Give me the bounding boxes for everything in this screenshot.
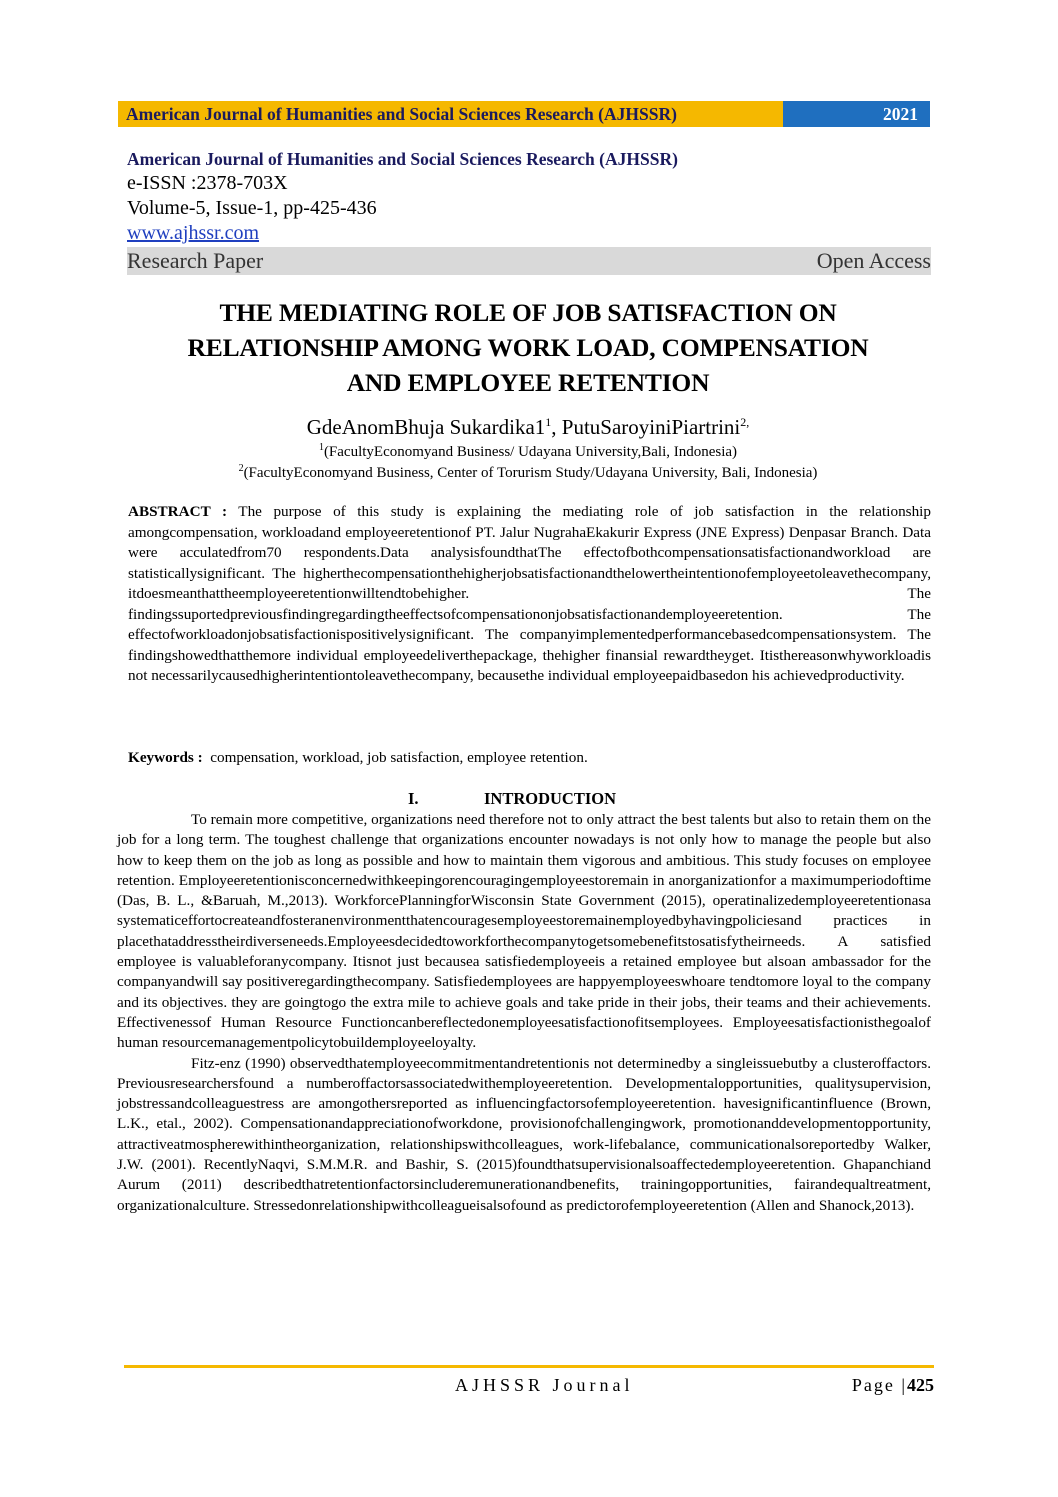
author-1-sup: 1 (545, 415, 552, 429)
author-1: GdeAnomBhuja Sukardika1 (306, 415, 546, 439)
affiliation-1-sup: 1 (318, 442, 324, 453)
footer-divider (124, 1365, 934, 1368)
author-2-sup: 2, (740, 415, 750, 429)
journal-meta (127, 147, 931, 275)
affiliation-2-sup: 2 (238, 463, 244, 474)
volume-info: Volume-5, Issue-1, pp-425-436 (127, 197, 377, 219)
header-year: 2021 (783, 101, 930, 127)
abstract (128, 502, 931, 687)
page-number: 425 (907, 1375, 934, 1395)
title-line-1: THE MEDIATING ROLE OF JOB SATISFACTION ON (219, 298, 837, 327)
title-line-3: AND EMPLOYEE RETENTION (346, 368, 710, 397)
author-separator: , (551, 415, 562, 439)
abstract-label: ABSTRACT : (128, 503, 228, 520)
paper-type: Research Paper (127, 248, 264, 273)
running-header (118, 101, 930, 127)
footer-page (852, 1374, 934, 1396)
abstract-text: The purpose of this study is explaining the mediating role of job satisfaction in the relationship amongcompensation, workloadand employeeretentionof PT. Jalur NugrahaEkakurir Express (JNE Express) Denpasar Branch. Data were acculatedfrom70 respondents.Data analysisfoundthatThe effectofbothcompensationsatisfactionandworkload are statisticallysignificant. The higherthecompensationthehigherjobsatisfactionandthelowertheintentionofemployeetoleavethecompany, itdoesmeanthattheemployeeretentionwilltendtobehigher. The findingssuportedpreviousfindingregardingtheeffectsofcompensationonjobsatisfactionandemployeeretention. The effectofworkloadonjobsatisfactionispositivelysignificant. The companyimplementedperformancebasedcompensationsystem. The findingshowedthatthemore individual employeedeliverthepackage, thehigher finansial rewardtheyget. Itisthereasonwhyworkloadis not necessarilycausedhigherintentiontoleavethecompany, becausethe individual employeepaidbasedon his achievedproductivity. (128, 503, 931, 684)
footer-page-label: Page | (851, 1375, 907, 1395)
keywords-text: compensation, workload, job satisfaction, employee retention. (210, 749, 588, 766)
title-line-2: RELATIONSHIP AMONG WORK LOAD, COMPENSATION (187, 333, 869, 362)
introduction-body (117, 810, 931, 1216)
author-list (118, 409, 938, 440)
issn: e-ISSN :2378-703X (127, 172, 288, 194)
footer-journal: AJHSSR Journal (455, 1375, 634, 1395)
header-journal-name: American Journal of Humanities and Social Sciences Research (AJHSSR) (118, 101, 783, 127)
section-title: INTRODUCTION (484, 789, 617, 808)
paper-type-bar (127, 247, 931, 275)
affiliation-1-text: (FacultyEconomyand Business/ Udayana University,Bali, Indonesia) (323, 444, 738, 460)
keywords-label: Keywords : (128, 749, 203, 766)
journal-url-link[interactable]: www.ajhssr.com (127, 222, 260, 244)
paper-title (118, 295, 938, 400)
paragraph-2: Fitz-enz (1990) observedthatemployeecommitmentandretentionis not determinedby a singleissuebutby a clusteroffactors. Previousresearchersfound a numberoffactorsassociatedwithemployeeretention. Developmentalopportunities, qualitysupervision, jobstressandcolleaguestress are amongothersreported as influencingfactorsofemployeeretention. havesignificantinfluence (Brown, L.K., etal., 2002). Compensationandappreciationofworkdone, provisionofchallengingwork, promotionanddevelopmentopportunity, attractiveatmospherewithintheorganization, relationshipswithcolleagues, work-lifebalance, communicationalsoreportedby Walker, J.W. (2001). RecentlyNaqvi, S.M.M.R. and Bashir, S. (2015)foundthatsupervisionalsoaffectedemployeeretention. Ghapanchiand Aurum (2011) describedthatretentionfactorsincluderemunerationandbenefits, trainingopportunities, fairandequaltreatment, organizationalculture. Stressedonrelationshipwithcolleagueisalsofound as predictorofemployeeretention (Allen and Shanock,2013). (117, 1054, 931, 1214)
keywords (128, 748, 931, 768)
affiliation-2-text: (FacultyEconomyand Business, Center of Torurism Study/Udayana University, Bali, Indonesia) (243, 465, 818, 481)
access-type: Open Access (816, 248, 931, 273)
paragraph-1: To remain more competitive, organizations need therefore not to only attract the best talents but also to retain them on the job for a long term. The toughest challenge that organizations encounter nowadays is not only how to manage the people but also how to keep them on the job as long as possible and how to maintain them vigorous and ambitious. This study focuses on employee retention. Employeeretentionisconcernedwithkeepingorencouragingemployeestoremain in anorganizationfor a maximumperiodoftime (Das, B. L., &Baruah, M.,2013). WorkforcePlanningforWisconsin State Government (2015), operatinalizedemployeeretentionasa systematiceffortocreateandfosteranenvironmentthatencouragesemployeestoremainemployedbyhavingpoliciesand practices in placethataddresstheirdiverseneeds.Employeesdecidedtoworkforthecompanytogetsomebenefitstosatisfytheirneeds. A satisfied employee is valuableforanycompany. Itisnot just becausea satisfiedemployeeis a retained employee but alsoan ambassador for the companyandwill say positiveregardingthecompany. Satisfiedemployees are happyemployeeswhoare tendtomore loyal to the company and its objectives. they are goingtogo the extra mile to achieve goals and take pride in their jobs, their teams and their achievements. Effectivenessof Human Resource Functioncanbereflectedonemployeesatisfactionofitsemployees. Employeesatisfactionisthegoalof human resourcemanagementpolicytobuildemployeeloyalty. (117, 811, 931, 1052)
meta-journal-name: American Journal of Humanities and Social Sciences Research (AJHSSR) (127, 149, 678, 169)
affiliation-2 (118, 459, 938, 483)
section-number: I. (408, 789, 419, 808)
author-2: PutuSaroyiniPiartrini (561, 415, 741, 439)
